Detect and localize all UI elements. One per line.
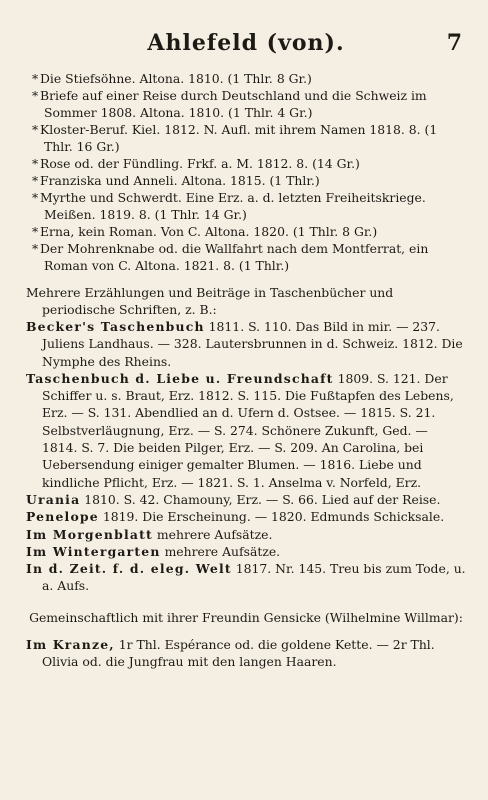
contribution-text: 1819. Die Erscheinung. — 1820. Edmunds Schicksale. (102, 509, 445, 525)
contribution-item (26, 543, 466, 560)
work-text: Der Mohrenknabe od. die Wallfahrt nach dem Montferrat, ein Roman von C. Altona. 1821. 8. (1 Thlr.) (40, 241, 429, 273)
work-text: Kloster-Beruf. Kiel. 1812. N. Aufl. mit ihrem Namen 1818. 8. (1 Thlr. 16 Gr.) (40, 122, 438, 154)
contribution-item (26, 318, 466, 370)
joint-section-heading: Gemeinschaftlich mit ihrer Freundin Gensicke (Wilhelmine Willmar): (29, 609, 463, 625)
work-text: Die Stiefsöhne. Altona. 1810. (1 Thlr. 8 Gr.) (40, 71, 312, 86)
contribution-item (26, 508, 466, 525)
work-entry: * Kloster-Beruf. Kiel. 1812. N. Aufl. mit ihrem Namen 1818. 8. (1 Thlr. 16 Gr.) (32, 122, 438, 154)
page-number: 7 (446, 30, 462, 56)
work-entry: * Die Stiefsöhne. Altona. 1810. (1 Thlr. 8 Gr.) (32, 71, 312, 86)
work-entry: * Der Mohrenknabe od. die Wallfahrt nach dem Montferrat, ein Roman von C. Altona. 1821. 8. (1 Thlr.) (32, 241, 429, 273)
work-text: Briefe auf einer Reise durch Deutschland und die Schweiz im Sommer 1808. Altona. 1810. (1 Thlr. 4 Gr.) (40, 88, 427, 120)
work-entry: * Myrthe und Schwerdt. Eine Erz. a. d. letzten Freiheitskriege. Meißen. 1819. 8. (1 Thlr. 14 Gr.) (32, 190, 426, 222)
contribution-item (26, 491, 466, 508)
periodical-name: Im Wintergarten (26, 543, 161, 559)
contribution-item (26, 526, 466, 543)
work-text: Rose od. der Fündling. Frkf. a. M. 1812. 8. (14 Gr.) (40, 156, 360, 171)
joint-work-text: 1r Thl. Espérance od. die goldene Kette. — 2r Thl. Olivia od. die Jungfrau mit den langen Haaren. (42, 636, 435, 670)
contribution-text: 1811. S. 110. Das Bild in mir. — 237. Juliens Landhaus. — 328. Lautersbrunnen in d. Schweiz. 1812. Die Nymphe des Rheins. (42, 319, 463, 369)
work-entry: * Erna, kein Roman. Von C. Altona. 1820. (1 Thlr. 8 Gr.) (32, 224, 378, 239)
work-text: Myrthe und Schwerdt. Eine Erz. a. d. letzten Freiheitskriege. Meißen. 1819. 8. (1 Thlr. 14 Gr.) (40, 190, 426, 222)
periodical-name: Urania (26, 491, 81, 507)
contribution-text: 1817. Nr. 145. Treu bis zum Tode, u. a. Aufs. (42, 561, 466, 594)
page-header (26, 30, 466, 64)
periodical-name: Im Morgenblatt (26, 526, 153, 542)
work-entry: * Rose od. der Fündling. Frkf. a. M. 1812. 8. (14 Gr.) (32, 156, 360, 171)
work-entry: * Franziska und Anneli. Altona. 1815. (1 Thlr.) (32, 173, 320, 188)
work-entry: * Briefe auf einer Reise durch Deutschland und die Schweiz im Sommer 1808. Altona. 1810. (1 Thlr. 4 Gr.) (32, 88, 427, 120)
work-text: Franziska und Anneli. Altona. 1815. (1 Thlr.) (40, 173, 320, 188)
periodical-name: In d. Zeit. f. d. eleg. Welt (26, 561, 232, 577)
running-title: Ahlefeld (von). (147, 30, 345, 56)
contribution-text: mehrere Aufsätze. (156, 526, 273, 542)
contribution-text: mehrere Aufsätze. (164, 543, 281, 559)
works-list (26, 70, 466, 274)
periodical-name: Taschenbuch d. Liebe u. Freundschaft (26, 370, 334, 386)
contribution-item (26, 560, 466, 595)
contributions-list (26, 318, 466, 595)
periodical-name: Penelope (26, 509, 99, 525)
contribution-text: 1809. S. 121. Der Schiffer u. s. Braut, Erz. 1812. S. 115. Die Fußtapfen des Lebens, Erz. — S. 131. Abendlied an d. Ufern d. Ostsee. — 1815. S. 21. Selbstverläugnung, Erz. — S. 274. Schönere Zukunft, Ged. — 1814. S. 7. Die beiden Pilger, Erz. — S. 209. An Carolina, bei Uebersendung einiger gemalter Blumen. — 1816. Liebe und kindliche Pflicht, Erz. — 1821. S. 1. Anselma v. Norfeld, Erz. (42, 370, 454, 490)
joint-work-name: Im Kranze, (26, 636, 115, 652)
contribution-item (26, 370, 466, 491)
joint-work-item (26, 636, 466, 671)
work-text: Erna, kein Roman. Von C. Altona. 1820. (1 Thlr. 8 Gr.) (40, 224, 378, 239)
periodical-name: Becker's Taschenbuch (26, 319, 205, 334)
contribution-text: 1810. S. 42. Chamouny, Erz. — S. 66. Lied auf der Reise. (84, 491, 441, 507)
section-heading: Mehrere Erzählungen und Beiträge in Taschenbücher und periodische Schriften, z. B.: (26, 285, 394, 317)
